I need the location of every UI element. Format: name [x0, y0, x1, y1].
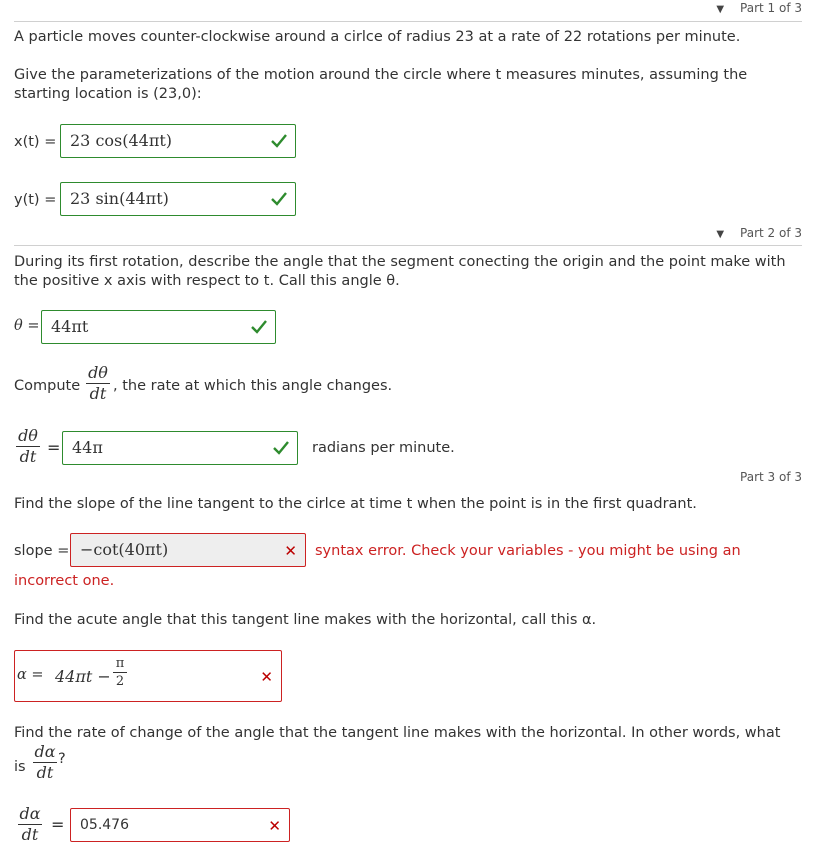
dtheta-answer-input[interactable]: [62, 431, 298, 465]
theta-answer-input[interactable]: [41, 310, 276, 344]
x-icon: ✕: [284, 542, 297, 560]
divider: [14, 21, 802, 22]
slope-error-message-cont: incorrect one.: [14, 573, 115, 589]
dtheta-answer-value: 44π: [72, 438, 103, 457]
y-answer-input[interactable]: [60, 182, 296, 216]
slope-question-text: Find the slope of the line tangent to the cirlce at time t when the point is in the first quadrant.: [14, 496, 697, 512]
part-2-header[interactable]: ▼ Part 2 of 3: [716, 226, 802, 240]
part-1-header[interactable]: ▼ Part 1 of 3: [716, 1, 802, 15]
part-3-header[interactable]: Part 3 of 3: [740, 470, 802, 484]
dalpha-answer-input[interactable]: [70, 808, 290, 842]
rate-is-text: is: [14, 759, 26, 775]
y-answer-value: 23 sin(44πt): [70, 189, 169, 208]
triangle-down-icon[interactable]: ▼: [716, 4, 725, 15]
x-answer-value: 23 cos(44πt): [70, 131, 173, 150]
compute-suffix: , the rate at which this angle changes.: [113, 378, 393, 394]
dalpha-dt-label: dα dt: [19, 804, 41, 844]
dtheta-dt-fraction: dθ dt: [86, 364, 110, 403]
alpha-question-text: Find the acute angle that this tangent line makes with the horizontal, call this α.: [14, 612, 597, 628]
theta-label: θ =: [14, 318, 40, 334]
x-icon: ✕: [268, 817, 281, 835]
dtheta-units: radians per minute.: [312, 440, 455, 456]
alpha-answer-box[interactable]: [14, 650, 282, 702]
slope-answer-input[interactable]: [70, 533, 306, 567]
dalpha-dt-fraction: dα dt: [34, 742, 56, 782]
check-icon: [271, 134, 287, 148]
check-icon: [251, 320, 267, 334]
pi-over-2-fraction: π 2: [113, 656, 127, 689]
rate-question-text: Find the rate of change of the angle that the tangent line makes with the horizontal. In other words, what: [14, 725, 781, 741]
alpha-label: α =: [17, 667, 44, 683]
compute-prefix: Compute: [14, 378, 81, 394]
question-text: A particle moves counter-clockwise around a cirlce of radius 23 at a rate of 22 rotations per minute.: [14, 29, 741, 45]
x-label: x(t) =: [14, 134, 57, 150]
triangle-down-icon[interactable]: ▼: [716, 229, 725, 240]
alpha-answer-value: 44πt −: [55, 667, 111, 686]
slope-label: slope =: [14, 543, 70, 559]
equals-sign: =: [51, 815, 65, 834]
x-icon: ✕: [260, 668, 273, 686]
slope-answer-value: −cot(40πt): [80, 540, 169, 559]
question-mark: ?: [58, 751, 66, 767]
x-answer-input[interactable]: [60, 124, 296, 158]
angle-question-text: During its first rotation, describe the angle that the segment conecting the origin and the point make with the positive x axis with respect to t. Call this angle θ.: [14, 254, 786, 289]
divider: [14, 245, 802, 246]
check-icon: [273, 441, 289, 455]
theta-answer-value: 44πt: [51, 317, 89, 336]
dalpha-answer-value: 05.476: [80, 817, 129, 833]
slope-error-message: syntax error. Check your variables - you might be using an: [315, 543, 741, 559]
y-label: y(t) =: [14, 192, 57, 208]
instruction-text: Give the parameterizations of the motion around the circle where t measures minutes, assuming the starting location is (23,0):: [14, 67, 748, 102]
check-icon: [271, 192, 287, 206]
dtheta-dt-label: dθ dt: [16, 427, 40, 466]
equals-sign: =: [47, 438, 61, 457]
